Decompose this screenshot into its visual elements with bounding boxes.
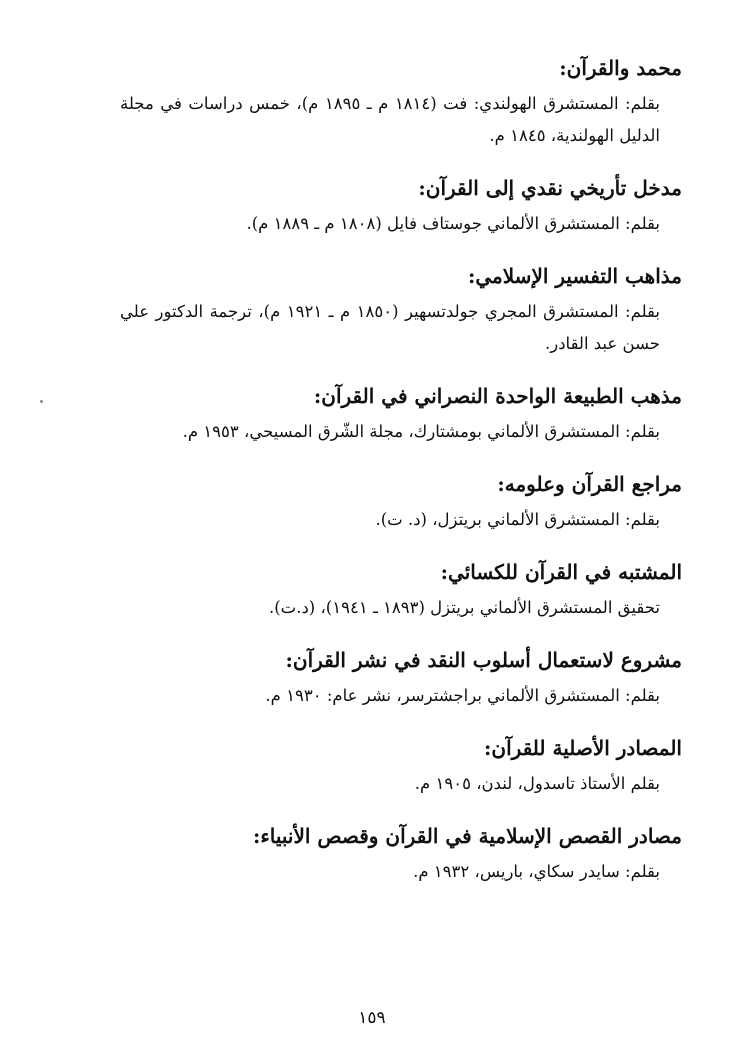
entry-2 <box>120 256 682 360</box>
entry-title: مشروع لاستعمال أسلوب النقد في نشر القرآن: <box>285 648 682 672</box>
entry-5 <box>120 552 682 624</box>
entry-body: بقلم: المستشرق الهولندي: فت (١٨١٤ م ـ ١٨٩٥ م)، خمس دراسات في مجلة الدليل الهولندية، ١٨٤٥ م. <box>120 94 660 145</box>
entry-title: المصادر الأصلية للقرآن: <box>484 736 682 760</box>
entry-body: بقلم: سايدر سكاي، باريس، ١٩٣٢ م. <box>413 862 660 881</box>
entry-body: بقلم: المستشرق الألماني بريتزل، (د. ت). <box>375 510 660 529</box>
entry-body: بقلم: المستشرق المجري جولدتسهير (١٨٥٠ م ـ ١٩٢١ م)، ترجمة الدكتور علي حسن عبد القادر. <box>120 302 660 353</box>
entry-body: بقلم: المستشرق الألماني براجشترسر، نشر عام: ١٩٣٠ م. <box>265 686 660 705</box>
entry-title: مراجع القرآن وعلومه: <box>497 472 682 496</box>
document-page <box>120 48 682 904</box>
entry-body: تحقيق المستشرق الألماني بريتزل (١٨٩٣ ـ ١٩٤١)، (د.ت). <box>268 598 660 617</box>
entry-title: مذاهب التفسير الإسلامي: <box>467 264 682 288</box>
entry-title: مدخل تأريخي نقدي إلى القرآن: <box>418 176 682 200</box>
entry-8 <box>120 816 682 888</box>
scan-speck <box>40 400 43 403</box>
entry-7 <box>120 728 682 800</box>
entry-4 <box>120 464 682 536</box>
entry-0 <box>120 48 682 152</box>
entry-body: بقلم الأستاذ تاسدول، لندن، ١٩٠٥ م. <box>414 774 660 793</box>
entry-title: المشتبه في القرآن للكسائي: <box>440 560 682 584</box>
entry-6 <box>120 640 682 712</box>
entry-title: مصادر القصص الإسلامية في القرآن وقصص الأنبياء: <box>252 824 682 848</box>
entry-title: محمد والقرآن: <box>559 56 682 80</box>
entry-1 <box>120 168 682 240</box>
entry-body: بقلم: المستشرق الألماني جوستاف فايل (١٨٠٨ م ـ ١٨٨٩ م). <box>246 214 660 233</box>
entry-3 <box>120 376 682 448</box>
page-number: ١٥٩ <box>358 1008 386 1028</box>
entry-title: مذهب الطبيعة الواحدة النصراني في القرآن: <box>313 384 682 408</box>
entry-body: بقلم: المستشرق الألماني بومشتارك، مجلة الشّرق المسيحي، ١٩٥٣ م. <box>182 422 660 441</box>
